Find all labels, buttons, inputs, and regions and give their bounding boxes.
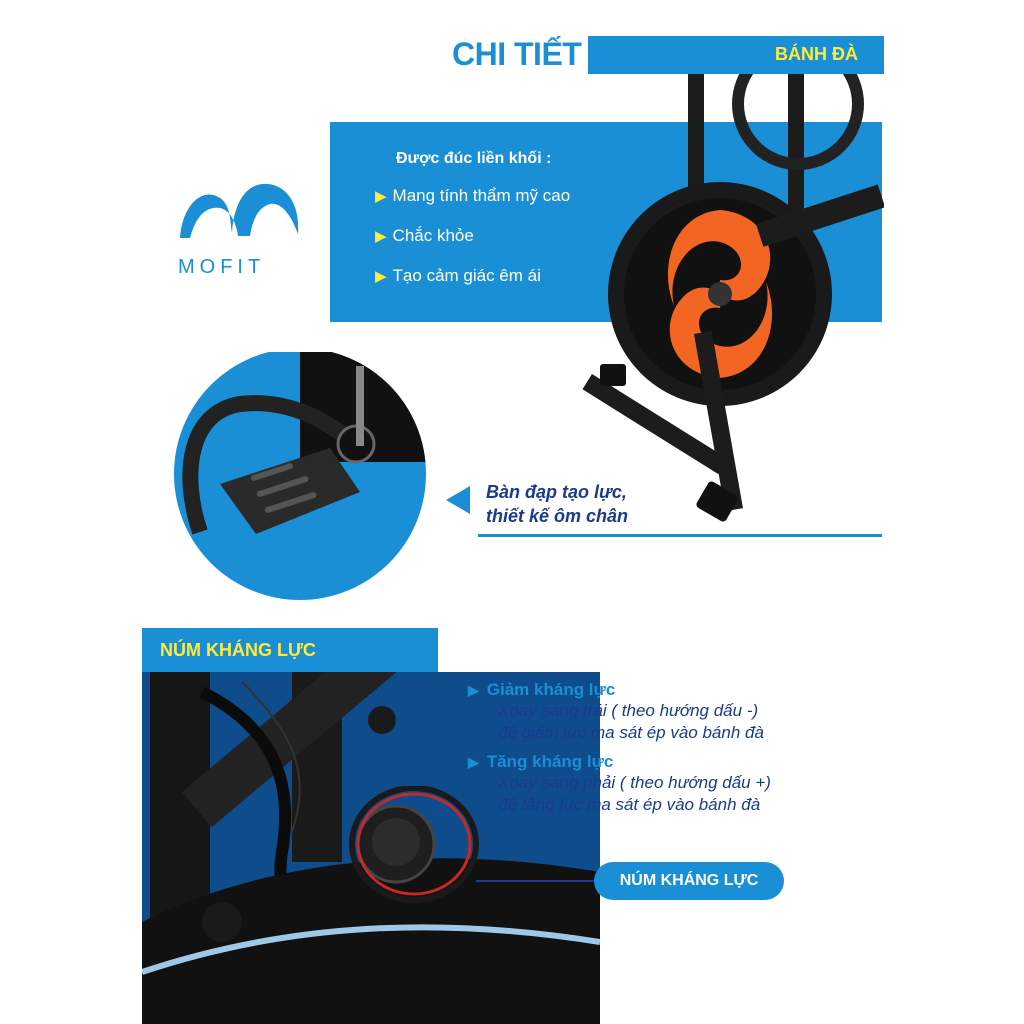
instruction-increase <box>468 752 771 816</box>
callout-connector-line <box>476 880 594 882</box>
mofit-logo-icon <box>172 176 306 256</box>
flywheel-heading: Được đúc liền khối : <box>396 150 552 167</box>
flywheel-bike-image <box>570 74 884 524</box>
feature-text: Tạo cảm giác êm ái <box>392 266 541 285</box>
page-title: CHI TIẾT <box>452 36 582 72</box>
left-arrow-icon <box>446 486 470 514</box>
resistance-knob-callout <box>594 862 784 900</box>
pedal-caption-line: thiết kế ôm chân <box>486 506 629 526</box>
brand-name: MOFIT <box>178 256 266 278</box>
callout-label: NÚM KHÁNG LỰC <box>619 872 759 889</box>
triangle-bullet-icon: ▶ <box>375 268 387 285</box>
section-bar-resistance <box>142 628 438 672</box>
instruction-line: Xoay sang phải ( theo hướng dấu +) <box>498 773 771 792</box>
instruction-title <box>468 680 764 700</box>
feature-text: Mang tính thẩm mỹ cao <box>392 186 571 205</box>
instruction-line: Xoay sang trái ( theo hướng dấu -) <box>498 701 759 720</box>
feature-item <box>375 186 570 206</box>
section-label-flywheel: BÁNH ĐÀ <box>775 44 858 64</box>
instruction-line: để giảm lực ma sát ép vào bánh đà <box>498 723 764 742</box>
triangle-bullet-icon: ▶ <box>468 754 479 770</box>
triangle-bullet-icon: ▶ <box>375 188 387 205</box>
triangle-bullet-icon: ▶ <box>468 682 479 698</box>
feature-item <box>375 266 541 286</box>
instruction-title <box>468 752 771 772</box>
pedal-caption <box>486 480 628 528</box>
instruction-title-text: Tăng kháng lực <box>486 752 614 771</box>
knob-highlight-circle <box>348 786 484 906</box>
instruction-title-text: Giảm kháng lực <box>486 680 616 699</box>
feature-text: Chắc khỏe <box>392 226 474 245</box>
feature-item <box>375 226 474 246</box>
triangle-bullet-icon: ▶ <box>375 228 387 245</box>
section-label-resistance: NÚM KHÁNG LỰC <box>160 640 316 660</box>
instruction-line: để tăng lực ma sát ép vào bánh đà <box>498 795 761 814</box>
pedal-closeup-image <box>160 352 450 608</box>
section-bar-flywheel <box>588 36 884 74</box>
instruction-decrease <box>468 680 764 744</box>
pedal-caption-line: Bàn đạp tạo lực, <box>486 482 627 502</box>
divider-line <box>478 534 882 537</box>
